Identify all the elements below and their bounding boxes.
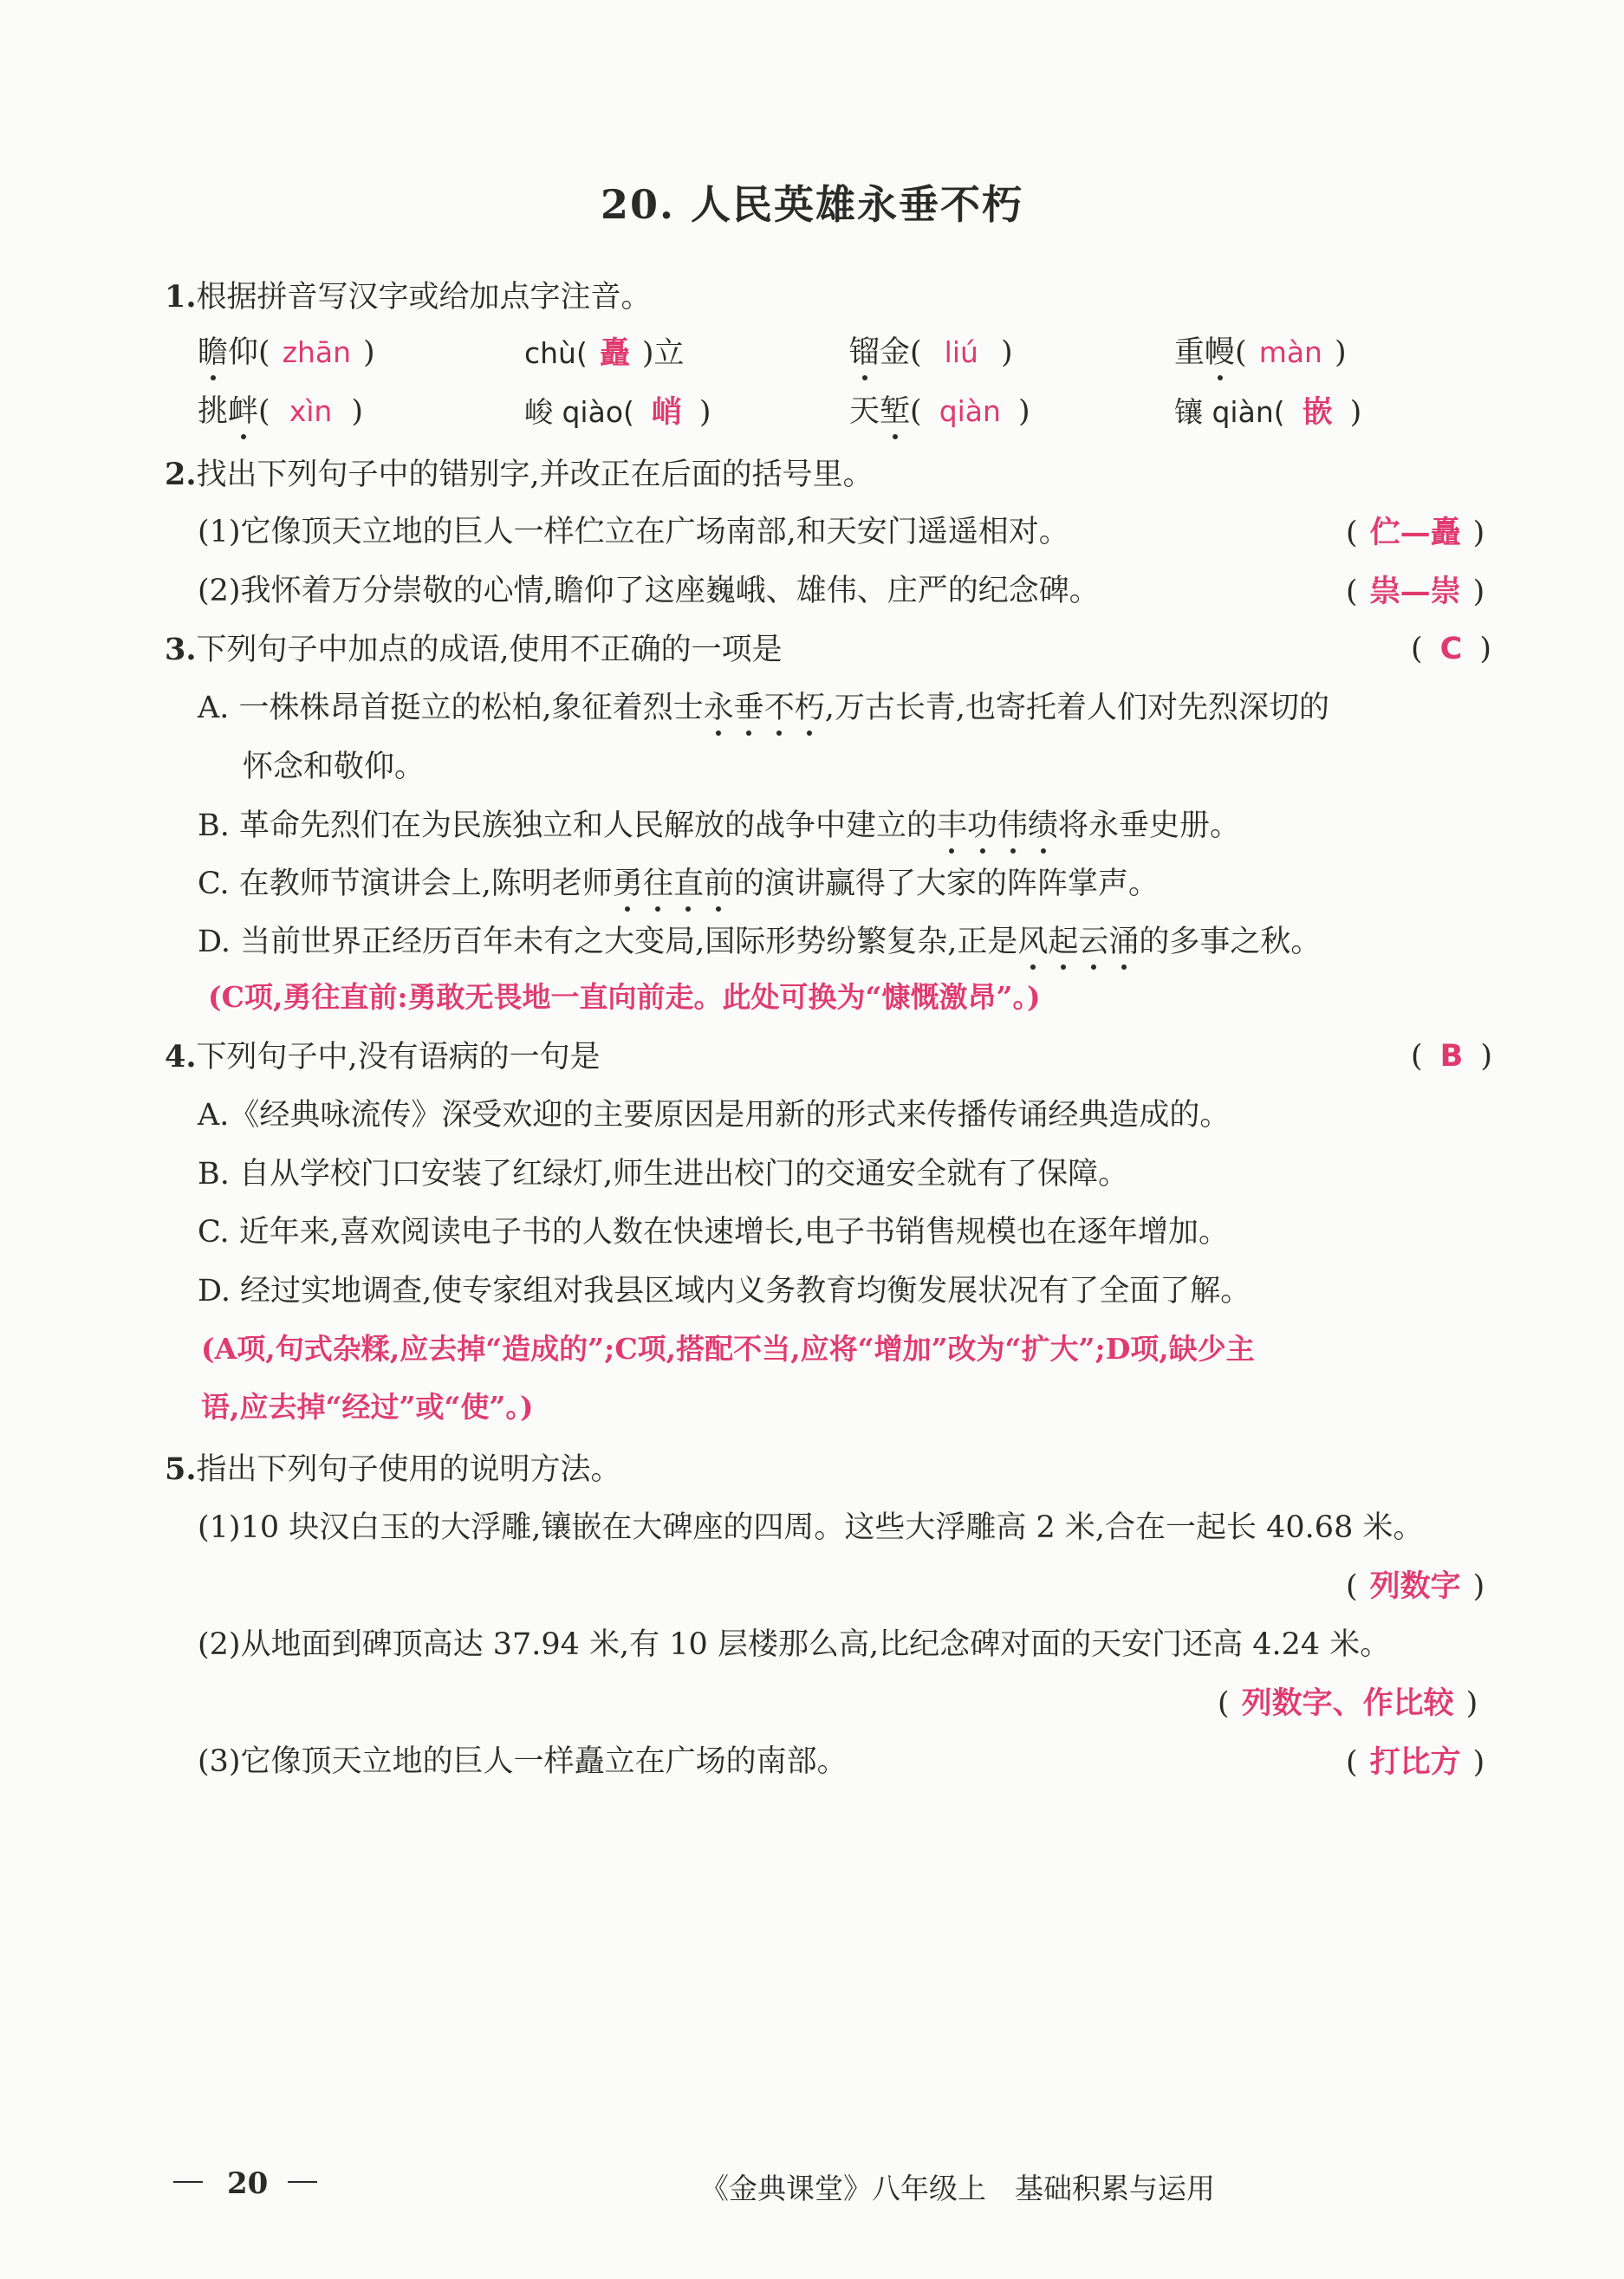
q2-sentence-1: (1)它像顶天立地的巨人一样伫立在广场南部,和天安门遥遥相对。 (198, 515, 1069, 549)
q2-sentence-2: (2)我怀着万分崇敬的心情,瞻仰了这座巍峨、雄伟、庄严的纪念碑。 (198, 574, 1100, 608)
q4-option-b: B. 自从学校门口安装了红绿灯,师生进出校门的交通安全就有了保障。 (198, 1157, 1129, 1191)
q5-prompt: 5.指出下列句子使用的说明方法。 (165, 1451, 621, 1487)
dotted-char: 勇 (612, 867, 643, 901)
dotted-char: 直 (672, 867, 704, 901)
page-number: 20 (227, 2166, 269, 2201)
q1-item-4: 重幔( màn ) (1174, 335, 1347, 370)
q3-option-b: B. 革命先烈们在为民族独立和人民解放的战争中建立的丰功伟绩将永垂史册。 (198, 808, 1241, 843)
dotted-char: 涌 (1108, 925, 1140, 959)
dotted-char: 朽 (794, 691, 825, 725)
q1-item-2: chù( 矗 )立 (524, 335, 685, 371)
dotted-char: 永 (703, 691, 734, 725)
q4-option-c: C. 近年来,喜欢阅读电子书的人数在快速增长,电子书销售规模也在逐年增加。 (198, 1215, 1230, 1250)
q4-answer: ( B ) (1411, 1039, 1492, 1074)
dotted-char: 垂 (733, 691, 764, 725)
q3-option-d: D. 当前世界正经历百年未有之大变局,国际形势纷繁复杂,正是风起云涌的多事之秋。 (198, 925, 1322, 959)
q4-option-a: A.《经典咏流传》深受欢迎的主要原因是用新的形式来传播传诵经典造成的。 (198, 1098, 1231, 1133)
q1-item-6: 峻 qiào( 峭 ) (524, 394, 711, 430)
dotted-char: 丰 (936, 808, 967, 843)
dotted-char: 不 (763, 691, 795, 725)
q1-item-3: 镏金( liú ) (849, 335, 1013, 370)
q2-prompt: 2.找出下列句子中的错别字,并改正在后面的括号里。 (165, 457, 874, 492)
q5-sentence-1: (1)10 块汉白玉的大浮雕,镶嵌在大碑座的四周。这些大浮雕高 2 米,合在一起长 40.68 米。 (198, 1510, 1424, 1545)
dotted-char: 风 (1017, 925, 1049, 959)
q3-option-a-dotted (704, 691, 825, 725)
q3-option-c-dotted (613, 867, 734, 901)
dotted-char: 前 (703, 867, 734, 901)
q3-option-d-dotted (1017, 925, 1139, 959)
q3-option-b-dotted (937, 808, 1058, 843)
footer-dash-left (173, 2181, 203, 2183)
dotted-char: 功 (967, 808, 998, 843)
q5-sentence-3: (3)它像顶天立地的巨人一样矗立在广场的南部。 (198, 1744, 848, 1779)
dotted-char: 起 (1048, 925, 1079, 959)
q4-prompt: 4.下列句子中,没有语病的一句是 (165, 1039, 601, 1075)
q3-option-c: C. 在教师节演讲会上,陈明老师勇往直前的演讲赢得了大家的阵阵掌声。 (198, 867, 1159, 901)
q3-prompt: 3.下列句子中加点的成语,使用不正确的一项是 (165, 632, 783, 667)
footer-dash-right (288, 2181, 317, 2183)
q5-answer-2: ( 列数字、作比较 ) (1218, 1685, 1478, 1721)
q4-option-d: D. 经过实地调查,使专家组对我县区域内义务教育均衡发展状况有了全面了解。 (198, 1274, 1251, 1308)
q1-item-5: 挑衅( xìn ) (198, 394, 363, 429)
q4-explanation-line2: 语,应去掉“经过”或“使”。) (201, 1390, 534, 1424)
q1-item-1: 瞻仰( zhān ) (198, 335, 375, 370)
q2-answer-1: ( 伫—矗 ) (1346, 515, 1485, 550)
q1-item-7: 天堑( qiàn ) (849, 394, 1030, 429)
book-title: 《金典课堂》八年级上 基础积累与运用 (700, 2172, 1215, 2205)
dotted-char: 往 (642, 867, 673, 901)
dotted-char: 伟 (997, 808, 1029, 843)
q1-prompt: 1.根据拼音写汉字或给加点字注音。 (165, 279, 652, 315)
dotted-char: 云 (1078, 925, 1109, 959)
q1-item-8: 镶 qiàn( 嵌 ) (1174, 394, 1362, 430)
q3-explanation: (C项,勇往直前:勇敢无畏地一直向前走。此处可换为“慷慨激昂”。) (208, 980, 1041, 1014)
q3-option-a-cont: 怀念和敬仰。 (243, 750, 425, 784)
q3-answer: ( C ) (1411, 632, 1491, 666)
q3-option-a: A. 一株株昂首挺立的松柏,象征着烈士永垂不朽,万古长青,也寄托着人们对先烈深切的 (198, 691, 1329, 725)
q2-answer-2: ( 祟—崇 ) (1346, 574, 1485, 609)
q4-explanation-line1: (A项,句式杂糅,应去掉“造成的”;C项,搭配不当,应将“增加”改为“扩大”;D项,缺少主 (201, 1332, 1255, 1366)
dotted-char: 绩 (1028, 808, 1059, 843)
page-title: 20. 人民英雄永垂不朽 (600, 181, 1024, 228)
q5-answer-1: ( 列数字 ) (1346, 1568, 1485, 1604)
q5-sentence-2: (2)从地面到碑顶高达 37.94 米,有 10 层楼那么高,比纪念碑对面的天安门还高 4.24 米。 (198, 1627, 1391, 1662)
q5-answer-3: ( 打比方 ) (1346, 1744, 1485, 1780)
